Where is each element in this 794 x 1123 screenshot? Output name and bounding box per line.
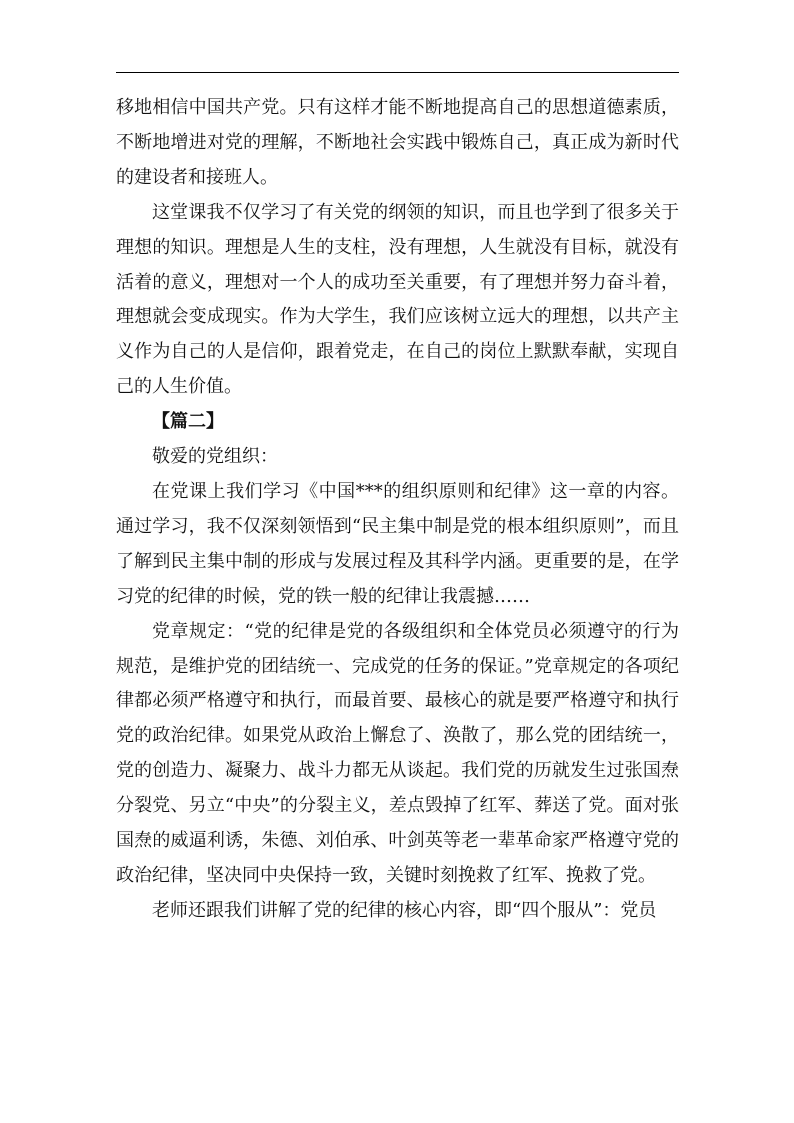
paragraph-party-class: 在党课上我们学习《中国***的组织原则和纪律》这一章的内容。通过学习，我不仅深刻领悟到“民主集中制是党的根本组织原则”，而且了解到民主集中制的形成与发展过程及其科学内涵。更重要的是，在学习党的纪律的时候，党的铁一般的纪律让我震撼…… xyxy=(116,480,679,607)
paragraph-continuation: 移地相信中国共产党。只有这样才能不断地提高自己的思想道德素质，不断地增进对党的理解，不断地社会实践中锻炼自己，真正成为新时代的建设者和接班人。 xyxy=(116,97,679,188)
document-body xyxy=(116,91,679,929)
paragraph-party-constitution: 党章规定：“党的纪律是党的各级组织和全体党员必须遵守的行为规范，是维护党的团结统一、完成党的任务的保证。”党章规定的各项纪律都必须严格遵守和执行，而最首要、最核心的就是要严格遵守和执行党的政治纪律。如果党从政治上懈怠了、涣散了，那么党的团结统一，党的创造力、凝聚力、战斗力都无从谈起。我们党的历就发生过张国焘分裂党、另立“中央”的分裂主义，差点毁掉了红军、葬送了党。面对张国焘的威逼利诱，朱德、刘伯承、叶剑英等老一辈革命家严格遵守党的政治纪律，坚决同中央保持一致，关键时刻挽救了红军、挽救了党。 xyxy=(116,620,679,886)
paragraph-ideals: 这堂课我不仅学习了有关党的纲领的知识，而且也学到了很多关于理想的知识。理想是人生的支柱，没有理想，人生就没有目标，就没有活着的意义，理想对一个人的成功至关重要，有了理想并努力奋斗着，理想就会变成现实。作为大学生，我们应该树立远大的理想，以共产主义作为自己的人是信仰，跟着党走，在自己的岗位上默默奉献，实现自己的人生价值。 xyxy=(116,201,679,398)
salutation: 敬爱的党组织： xyxy=(152,446,278,468)
section-heading: 【篇二】 xyxy=(152,411,224,433)
paragraph-four-obediences: 老师还跟我们讲解了党的纪律的核心内容，即“四个服从”：党员 xyxy=(152,899,657,921)
header-rule xyxy=(116,72,679,73)
